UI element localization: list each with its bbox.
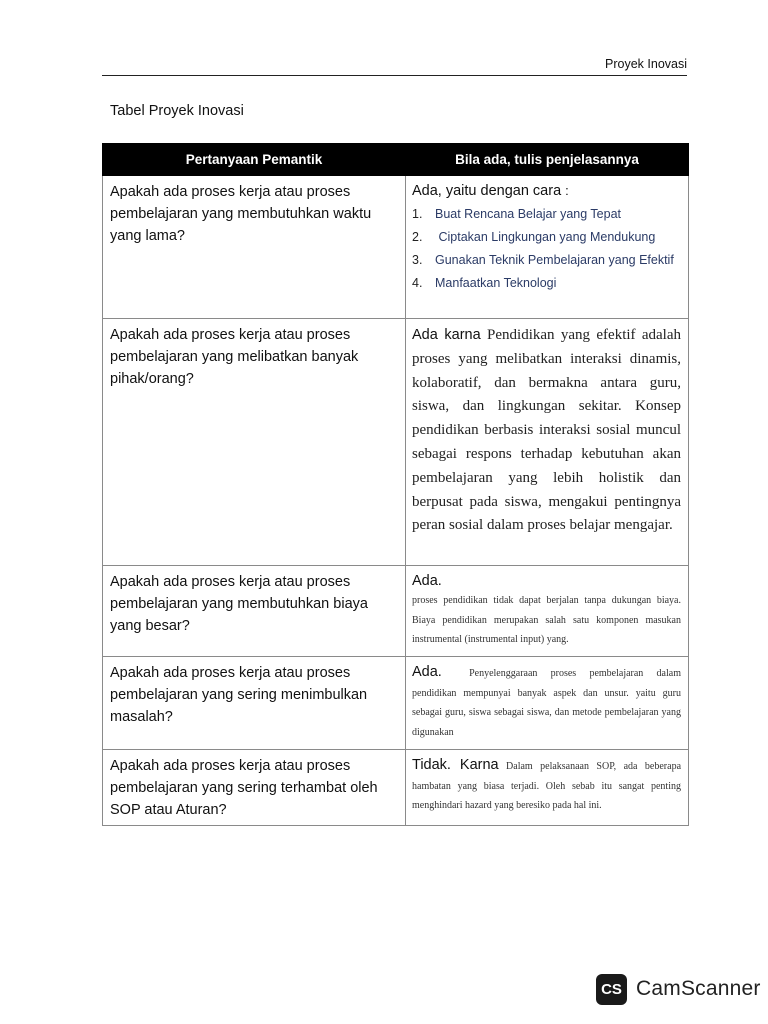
list-item [412,228,681,246]
question-cell [103,566,406,657]
table-row [103,176,689,319]
table-row [103,657,689,750]
answer-cell [406,657,689,750]
question-cell [103,750,406,826]
answer-cell [406,750,689,826]
list-item [412,205,681,223]
answer-cell [406,319,689,566]
answer-lead-colon: : [565,183,569,198]
method-list [412,205,681,292]
list-item-text: Ciptakan Lingkungan yang Mendukung [435,230,656,244]
question-text: Apakah ada proses kerja atau proses pembelajaran yang melibatkan banyak pihak/orang? [110,327,359,387]
list-item-number: 4. [412,276,423,290]
answer-paragraph [406,319,688,538]
answer-paragraph [406,657,688,742]
list-item-number: 1. [412,207,423,221]
question-text: Apakah ada proses kerja atau proses pembelajaran yang sering menimbulkan masalah? [110,665,368,725]
answer-lead: Ada. [412,664,442,680]
answer-lead: Ada karna [412,327,481,343]
camscanner-watermark-text: CamScanner [636,977,761,1000]
answer-cell [406,566,689,657]
answer-body: proses pendidikan tidak dapat berjalan tanpa dukungan biaya. Biaya pendidikan merupakan salah satu komponen masukan instrumental (instrumental input) yang. [412,595,681,645]
question-text: Apakah ada proses kerja atau proses pembelajaran yang membutuhkan waktu yang lama? [110,184,372,244]
table-header-row [103,144,689,176]
camscanner-logo-icon: CS [596,974,627,1005]
question-text: Apakah ada proses kerja atau proses pembelajaran yang membutuhkan biaya yang besar? [110,574,368,634]
list-item-text: Buat Rencana Belajar yang Tepat [435,207,622,221]
answer-body: Penyelenggaraan proses pembelajaran dalam pendidikan mempunyai banyak aspek dan unsur. yaitu guru sebagai guru, siswa sebagai siswa, dan metode pembelajaran yang digunakan [412,668,681,738]
question-cell [103,176,406,319]
table-row [103,566,689,657]
column-header-question: Pertanyaan Pemantik [103,144,406,176]
answer-body: Dalam pelaksanaan SOP, ada beberapa hambatan yang biasa terjadi. Oleh sebab itu sangat penting menghindari hazard yang beresiko pada hal ini. [412,761,682,811]
question-cell [103,657,406,750]
answer-cell [406,176,689,319]
list-item-text: Gunakan Teknik Pembelajaran yang Efektif [435,253,674,267]
answer-lead [412,181,681,201]
list-item [412,274,681,292]
answer-lead-text: Ada, yaitu dengan cara [412,183,562,199]
table-row [103,319,689,566]
question-text: Apakah ada proses kerja atau proses pembelajaran yang sering terhambat oleh SOP atau Aturan? [110,758,378,818]
list-item-text: Manfaatkan Teknologi [435,276,557,290]
answer-lead: Ada. [412,573,442,589]
answer-lead: Tidak. Karna [412,757,499,773]
innovation-table [102,143,689,826]
list-item-number: 2. [412,230,423,244]
answer-paragraph [406,750,688,816]
header-divider [102,75,687,76]
question-cell [103,319,406,566]
list-item-number: 3. [412,253,423,267]
document-title: Tabel Proyek Inovasi [110,103,244,119]
answer-body: Pendidikan yang efektif adalah proses yang melibatkan interaksi dinamis, kolaboratif, dan bermakna antara guru, siswa, dan lingkungan sekitar. Konsep pendidikan berbasis interaksi sosial muncul sebagai respons terhadap kebutuhan akan pembelajaran yang lebih holistik dan berpusat pada siswa, mengakui pentingnya peran sosial dalam proses belajar mengajar. [412,327,682,534]
list-item [412,251,681,269]
column-header-explanation: Bila ada, tulis penjelasannya [406,144,689,176]
table-row [103,750,689,826]
page-header-title: Proyek Inovasi [605,57,687,71]
